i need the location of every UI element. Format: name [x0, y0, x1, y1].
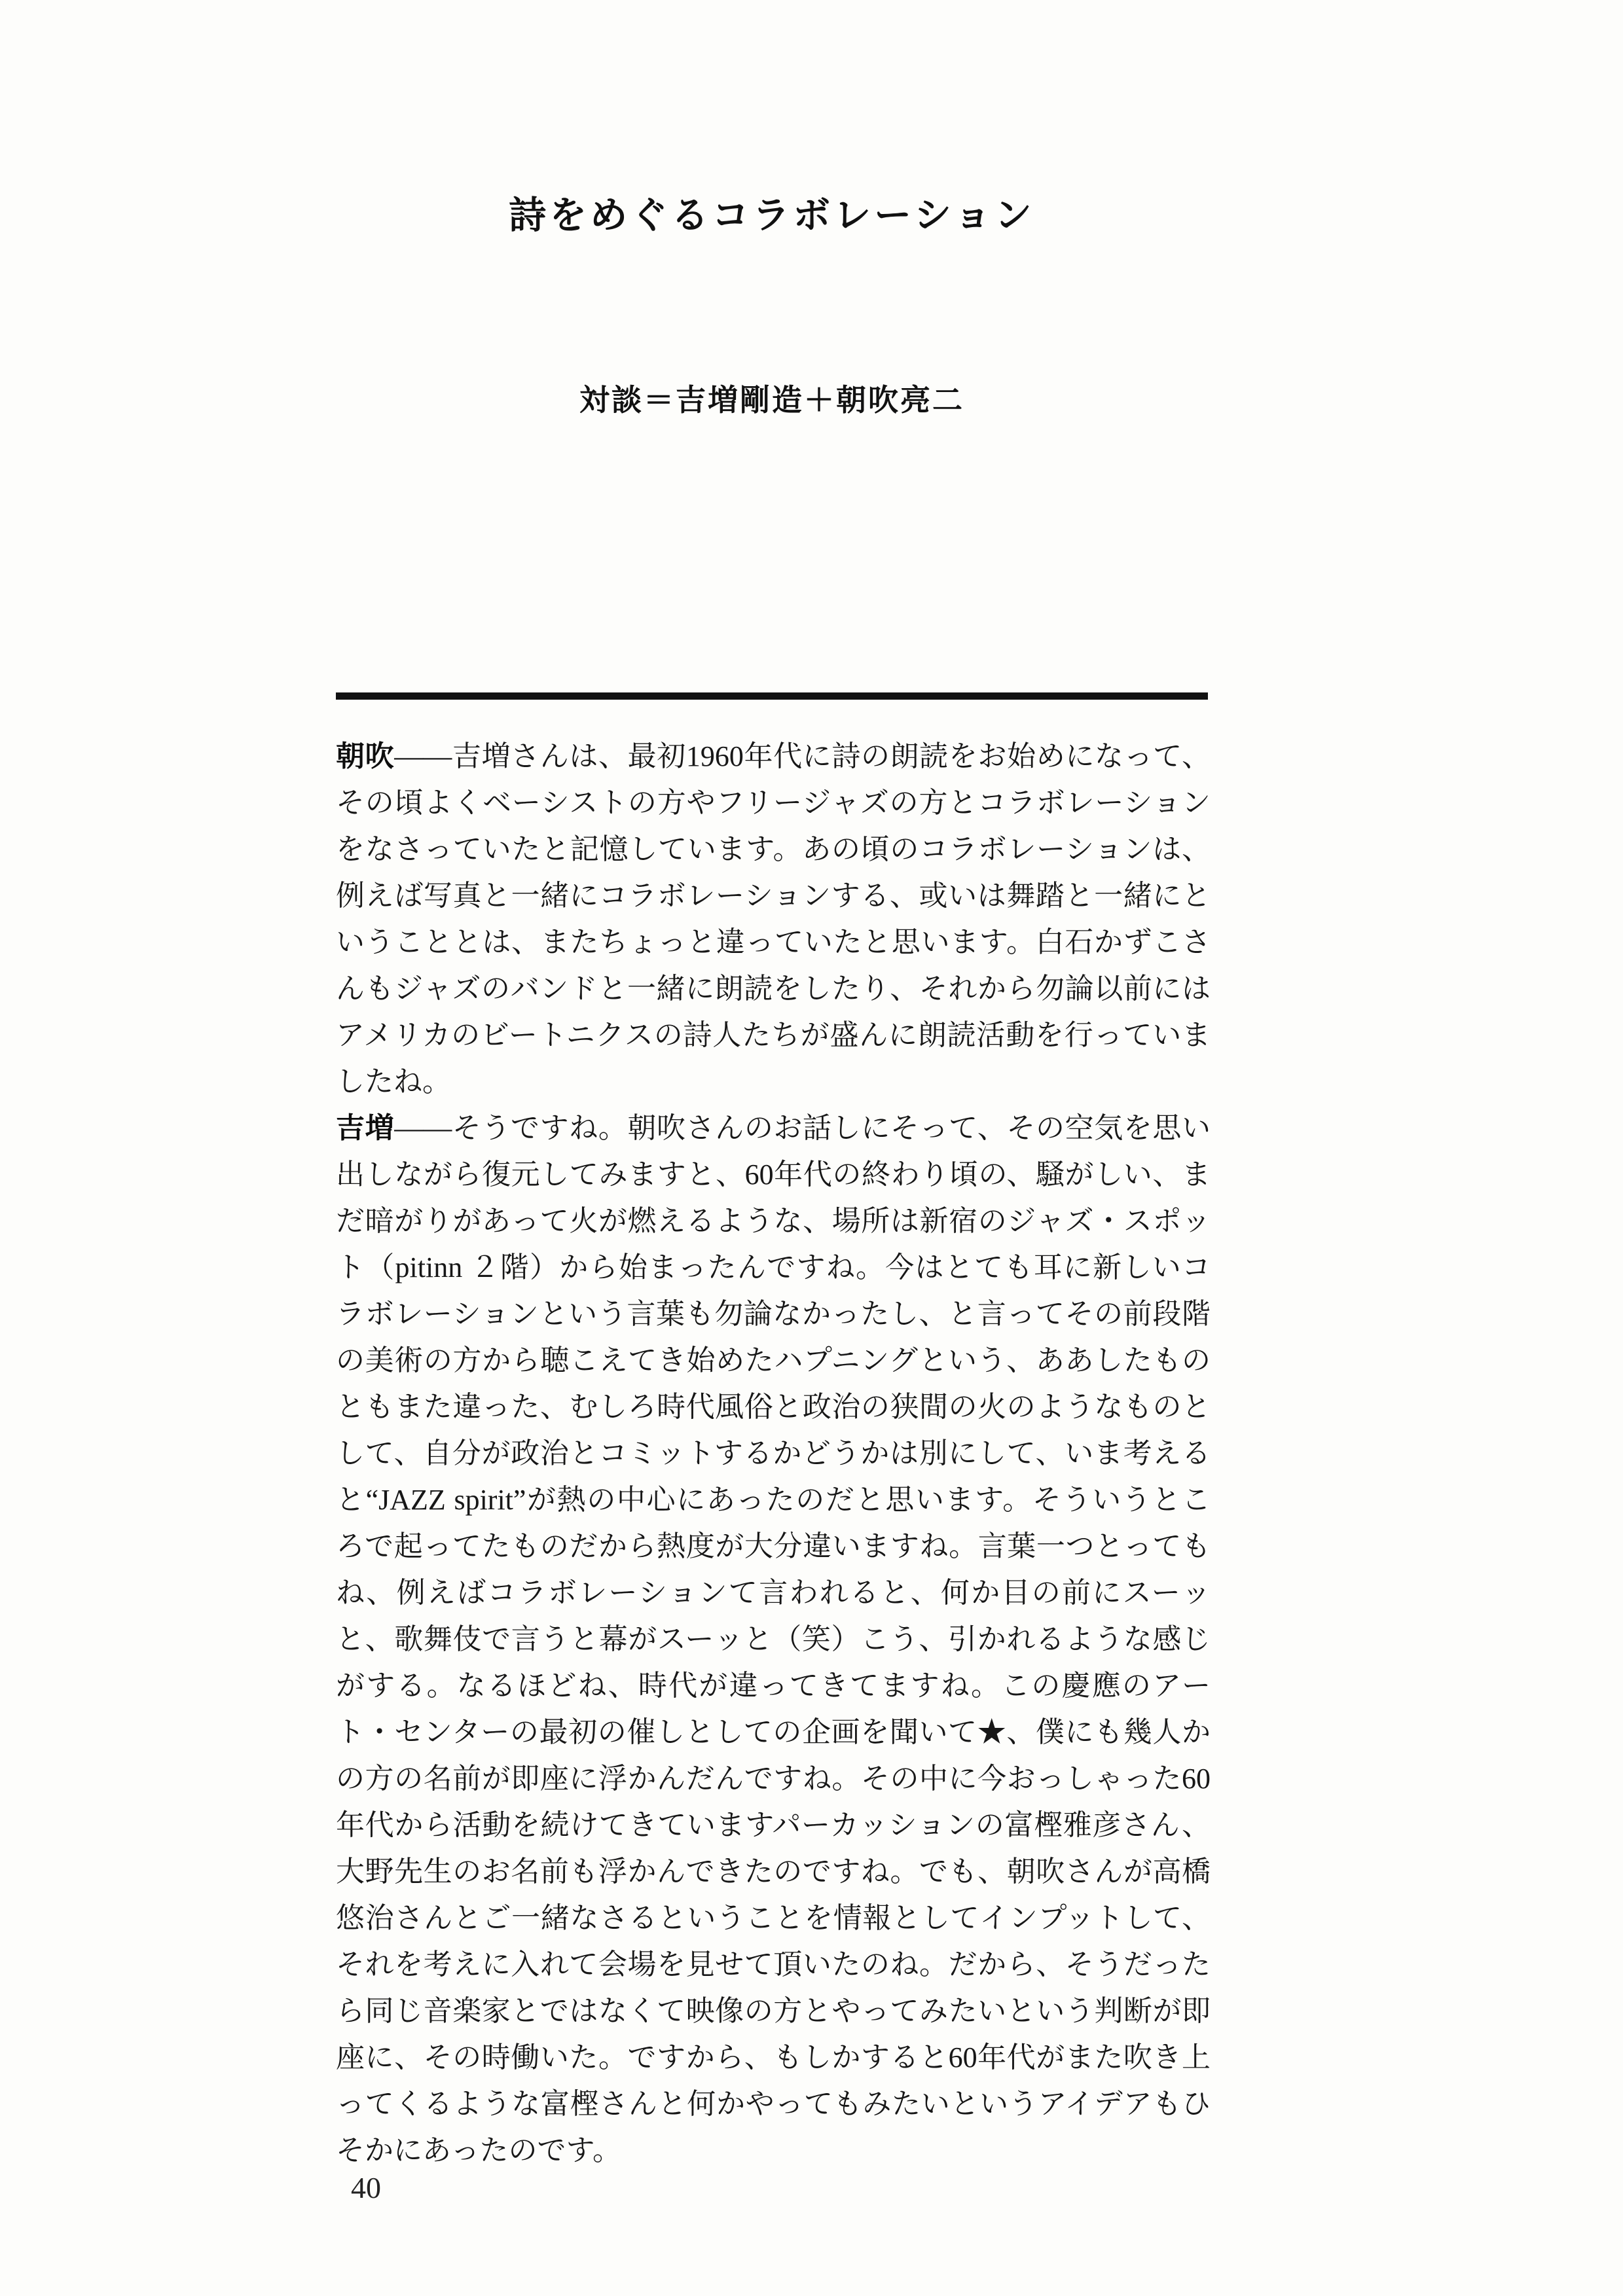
dialogue-paragraph-asabuki	[336, 733, 1211, 1105]
dialogue-text: ――そうですね。朝吹さんのお話しにそって、その空気を思い出しながら復元してみますと、60年代の終わり頃の、騒がしい、まだ暗がりがあって火が燃えるような、場所は新宿のジャズ・スポット（pitinn ２階）から始まったんですね。今はとても耳に新しいコラボレーションという言葉も勿論なかったし、と言ってその前段階の美術の方から聴こえてき始めたハプニングという、ああしたものともまた違った、むしろ時代風俗と政治の狭間の火のようなものとして、自分が政治とコミットするかどうかは別にして、いま考えると“JAZZ spirit”が熱の中心にあったのだと思います。そういうところで起ってたものだから熱度が大分違いますね。言葉一つとってもね、例えばコラボレーションて言われると、何か目の前にスーッと、歌舞伎で言うと幕がスーッと（笑）こう、引かれるような感じがする。なるほどね、時代が違ってきてますね。この慶應のアート・センターの最初の催しとしての企画を聞いて★、僕にも幾人かの方の名前が即座に浮かんだんですね。その中に今おっしゃった60年代から活動を続けてきていますパーカッションの富樫雅彦さん、大野先生のお名前も浮かんできたのですね。でも、朝吹さんが高橋悠治さんとご一緒なさるということを情報としてインプットして、それを考えに入れて会場を見せて頂いたのね。だから、そうだったら同じ音楽家とではなくて映像の方とやってみたいという判断が即座に、その時働いた。ですから、もしかすると60年代がまた吹き上ってくるような富樫さんと何かやってもみたいというアイデアもひそかにあったのです。	[336, 1112, 1211, 2166]
divider-rule	[336, 692, 1208, 700]
dialogue-body	[336, 733, 1211, 2174]
dialogue-paragraph-yoshimasu	[336, 1105, 1211, 2174]
speaker-name: 吉増	[336, 1112, 395, 1144]
page-subtitle: 対談＝吉増剛造＋朝吹亮二	[579, 383, 964, 417]
speaker-name: 朝吹	[336, 740, 395, 772]
dialogue-text: ――吉増さんは、最初1960年代に詩の朗読をお始めになって、その頃よくベーシストの方やフリージャズの方とコラボレーションをなさっていたと記憶しています。あの頃のコラボレーションは、例えば写真と一緒にコラボレーションする、或いは舞踏と一緒にということとは、またちょっと違っていたと思います。白石かずこさんもジャズのバンドと一緒に朗読をしたり、それから勿論以前にはアメリカのビートニクスの詩人たちが盛んに朗読活動を行っていましたね。	[336, 740, 1211, 1098]
page-title: 詩をめぐるコラボレーション	[509, 194, 1035, 236]
page-number: 40	[351, 2171, 381, 2204]
